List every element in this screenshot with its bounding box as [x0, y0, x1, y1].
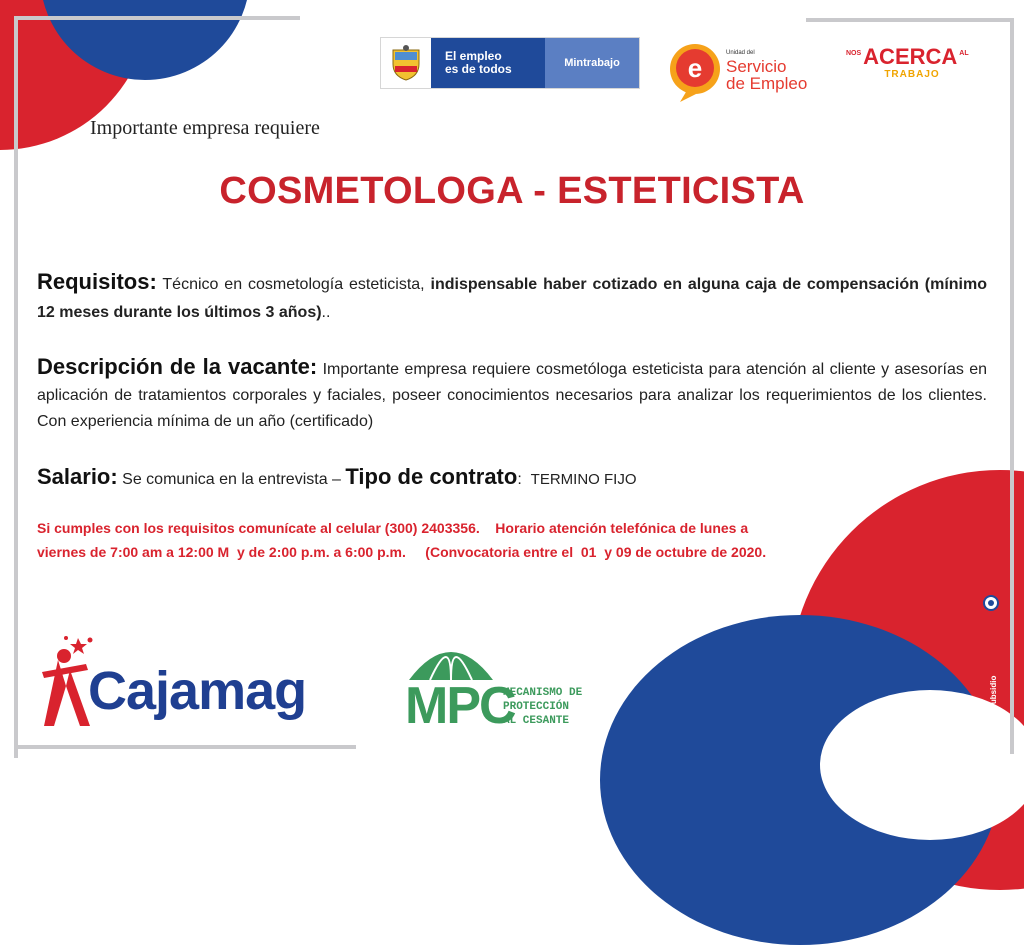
- gov-line2: es de todos: [445, 62, 512, 76]
- mpc-line3: AL CESANTE: [503, 715, 570, 727]
- mpc-line1: MECANISMO DE: [503, 687, 583, 699]
- frame-bottom-left-line: [14, 745, 356, 749]
- requisitos-end: ..: [321, 304, 331, 321]
- requisitos-label: Requisitos: [37, 269, 150, 294]
- nos-acerca-al-trabajo-logo: [846, 44, 978, 84]
- frame-top-right-line: [806, 18, 1014, 22]
- servicio-empleo-logo: [668, 42, 828, 102]
- servicio-empleo-small: Unidad del: [726, 50, 755, 56]
- salario-paragraph: [37, 462, 987, 495]
- requisitos-colon: :: [149, 269, 157, 294]
- coat-of-arms-icon: [381, 38, 431, 88]
- umbrella-icon: [405, 634, 497, 682]
- salario-text: Se comunica en la entrevista –: [122, 471, 346, 488]
- acerca-label: ACERCA: [863, 44, 958, 69]
- salario-colon: :: [110, 464, 118, 489]
- servicio-empleo-line2: de Empleo: [726, 74, 808, 93]
- contrato-value: TERMINO FIJO: [530, 471, 637, 488]
- mpc-description: [503, 686, 582, 728]
- contact-notice: [37, 516, 937, 564]
- frame-left-line: [14, 16, 18, 758]
- svg-text:e: e: [687, 53, 703, 83]
- vigilado-text: VIGILADO SuperSubsidio: [989, 675, 998, 773]
- mpc-logo: [403, 634, 603, 744]
- frame-top-left-line: [14, 16, 300, 20]
- servicio-empleo-line1: Servicio: [726, 57, 787, 76]
- vigilado-supersubsidio-seal: [975, 595, 1003, 775]
- salario-label: Salario: [37, 464, 111, 489]
- descripcion-paragraph: [37, 354, 987, 435]
- contrato-label: Tipo de contrato: [345, 464, 518, 489]
- descripcion-label: Descripción de la vacante:: [37, 354, 318, 379]
- requisitos-paragraph: [37, 268, 987, 327]
- requisitos-bold-text: indispensable haber cotizado en alguna caja de compensación (mínimo 12 meses durante los últimos 3 años): [37, 276, 988, 321]
- mpc-line2: PROTECCIÓN: [503, 701, 570, 713]
- notice-line1: Si cumples con los requisitos comunícate al celular (300) 2403356. Horario atención telefónica de lunes a: [37, 520, 749, 536]
- cajamag-wordmark: Cajamag: [88, 661, 307, 721]
- cajamag-logo: [36, 630, 326, 740]
- job-title: COSMETOLOGA - ESTETICISTA: [219, 170, 805, 212]
- al-label: AL: [959, 50, 969, 57]
- gov-empleo-text: [431, 38, 545, 88]
- mpc-letters: MPC: [405, 677, 515, 735]
- contrato-colon: :: [517, 471, 522, 488]
- gov-line1: El empleo: [445, 49, 502, 63]
- requisitos-text: Técnico en cosmetología esteticista,: [162, 276, 431, 293]
- e-bubble-icon: [668, 42, 722, 102]
- trabajo-label: TRABAJO: [884, 69, 940, 80]
- notice-line2: viernes de 7:00 am a 12:00 M y de 2:00 p.m. a 6:00 p.m. (Convocatoria entre el 01 y 09 de octubre de 2020.: [37, 544, 767, 560]
- nos-label: NOS: [846, 50, 862, 57]
- mintrabajo-label: Mintrabajo: [545, 38, 639, 88]
- supersubsidio-icon: [983, 595, 999, 611]
- intro-text: Importante empresa requiere: [90, 117, 320, 139]
- descripcion-text: Importante empresa requiere cosmetóloga esteticista para atención al cliente y asesorías en aplicación de tratamientos corporales y faciales, poseer conocimientos necesarios para analizar los requerimientos de los clientes. Con experiencia mínima de un año (certificado): [37, 361, 988, 430]
- frame-right-line: [1010, 18, 1014, 754]
- gov-empleo-logo: [380, 37, 640, 89]
